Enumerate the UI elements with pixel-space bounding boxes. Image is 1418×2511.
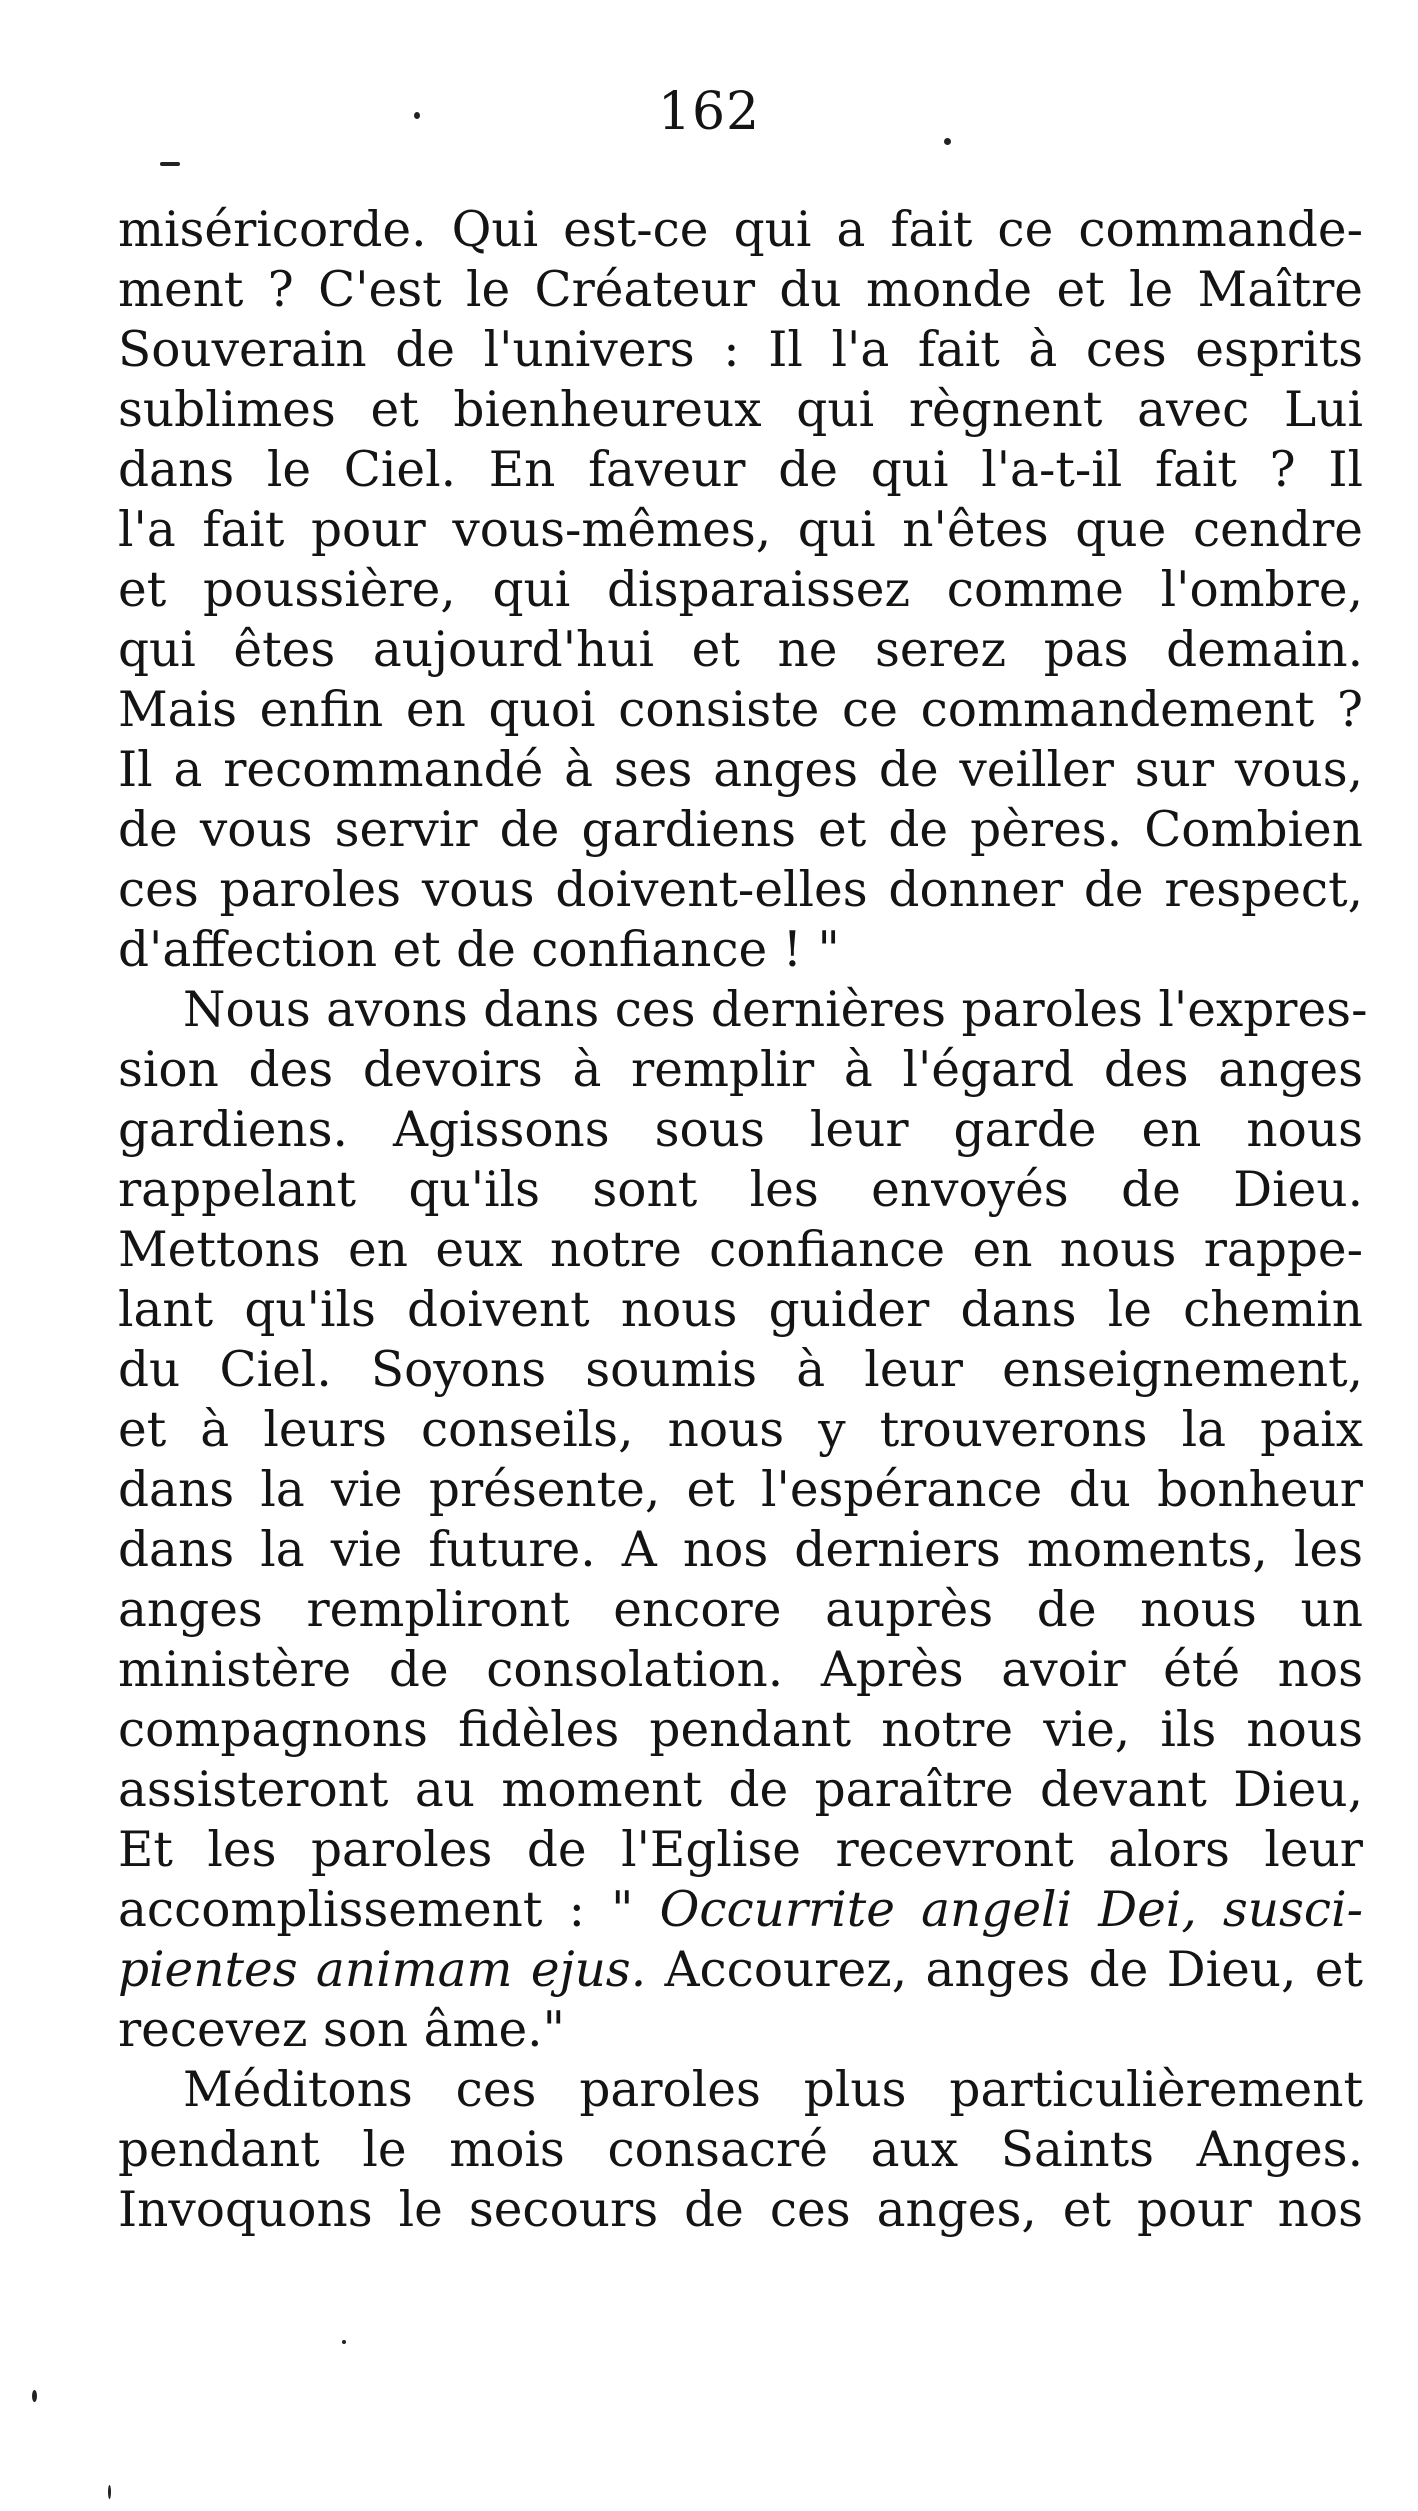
text-line: Il a recommandé à ses anges de veiller sur vous, <box>118 742 1363 798</box>
text-line: dans la vie présente, et l'espérance du bonheur <box>118 1462 1363 1518</box>
text-line: de vous servir de gardiens et de pères. Combien <box>118 802 1363 858</box>
text-line: dans le Ciel. En faveur de qui l'a-t-il fait ? Il <box>118 442 1363 498</box>
text-line: anges rempliront encore auprès de nous un <box>118 1582 1363 1638</box>
page-number: 162 <box>657 82 761 142</box>
text-line: recevez son âme." <box>118 2002 565 2058</box>
text-line: ces paroles vous doivent-elles donner de respect, <box>118 862 1363 918</box>
text-line: dans la vie future. A nos derniers moments, les <box>118 1522 1363 1578</box>
text-line: gardiens. Agissons sous leur garde en nous <box>118 1102 1363 1158</box>
latin-quote: Occurrite angeli Dei, susci- <box>659 1882 1363 1938</box>
text-line: qui êtes aujourd'hui et ne serez pas demain. <box>118 622 1363 678</box>
text-line: lant qu'ils doivent nous guider dans le chemin <box>118 1282 1363 1338</box>
text-line: ment ? C'est le Créateur du monde et le Maître <box>118 262 1363 318</box>
text-line: Mais enfin en quoi consiste ce commandement ? <box>118 682 1363 738</box>
text-line: Mettons en eux notre confiance en nous rappe- <box>118 1222 1363 1278</box>
print-speck <box>342 2340 346 2344</box>
text-line: compagnons fidèles pendant notre vie, ils nous <box>118 1702 1363 1758</box>
text-roman: accomplissement : " <box>118 1882 660 1938</box>
text-line: d'affection et de confiance ! " <box>118 922 840 978</box>
body-text <box>118 200 1368 2240</box>
text-line: Nous avons dans ces dernières paroles l'expres- <box>183 982 1368 1038</box>
text-line: rappelant qu'ils sont les envoyés de Dieu. <box>118 1162 1363 1218</box>
text-line: Méditons ces paroles plus particulièrement <box>183 2062 1363 2118</box>
print-speck <box>160 162 180 166</box>
text-line <box>118 1940 1363 2000</box>
text-line: ministère de consolation. Après avoir été nos <box>118 1642 1363 1698</box>
print-speck <box>944 138 951 145</box>
text-line: sublimes et bienheureux qui règnent avec Lui <box>118 382 1363 438</box>
print-speck <box>32 2390 37 2402</box>
text-line: assisteront au moment de paraître devant Dieu, <box>118 1762 1363 1818</box>
text-line: Invoquons le secours de ces anges, et pour nos <box>118 2182 1363 2238</box>
text-line: sion des devoirs à remplir à l'égard des anges <box>118 1042 1363 1098</box>
text-line: l'a fait pour vous-mêmes, qui n'êtes que cendre <box>118 502 1363 558</box>
text-line: Souverain de l'univers : Il l'a fait à ces esprits <box>118 322 1363 378</box>
text-line: pendant le mois consacré aux Saints Anges. <box>118 2122 1363 2178</box>
text-line: et poussière, qui disparaissez comme l'ombre, <box>118 562 1363 618</box>
text-line <box>118 1880 1363 1940</box>
text-line: Et les paroles de l'Eglise recevront alors leur <box>118 1822 1363 1878</box>
text-roman: Accourez, anges de Dieu, et <box>646 1942 1363 1998</box>
latin-quote: pientes animam ejus. <box>118 1942 647 1998</box>
print-speck <box>108 2485 111 2499</box>
print-speck <box>414 112 420 119</box>
text-line: du Ciel. Soyons soumis à leur enseignement, <box>118 1342 1363 1398</box>
text-line: miséricorde. Qui est-ce qui a fait ce commande- <box>118 202 1363 258</box>
text-line: et à leurs conseils, nous y trouverons la paix <box>118 1402 1363 1458</box>
